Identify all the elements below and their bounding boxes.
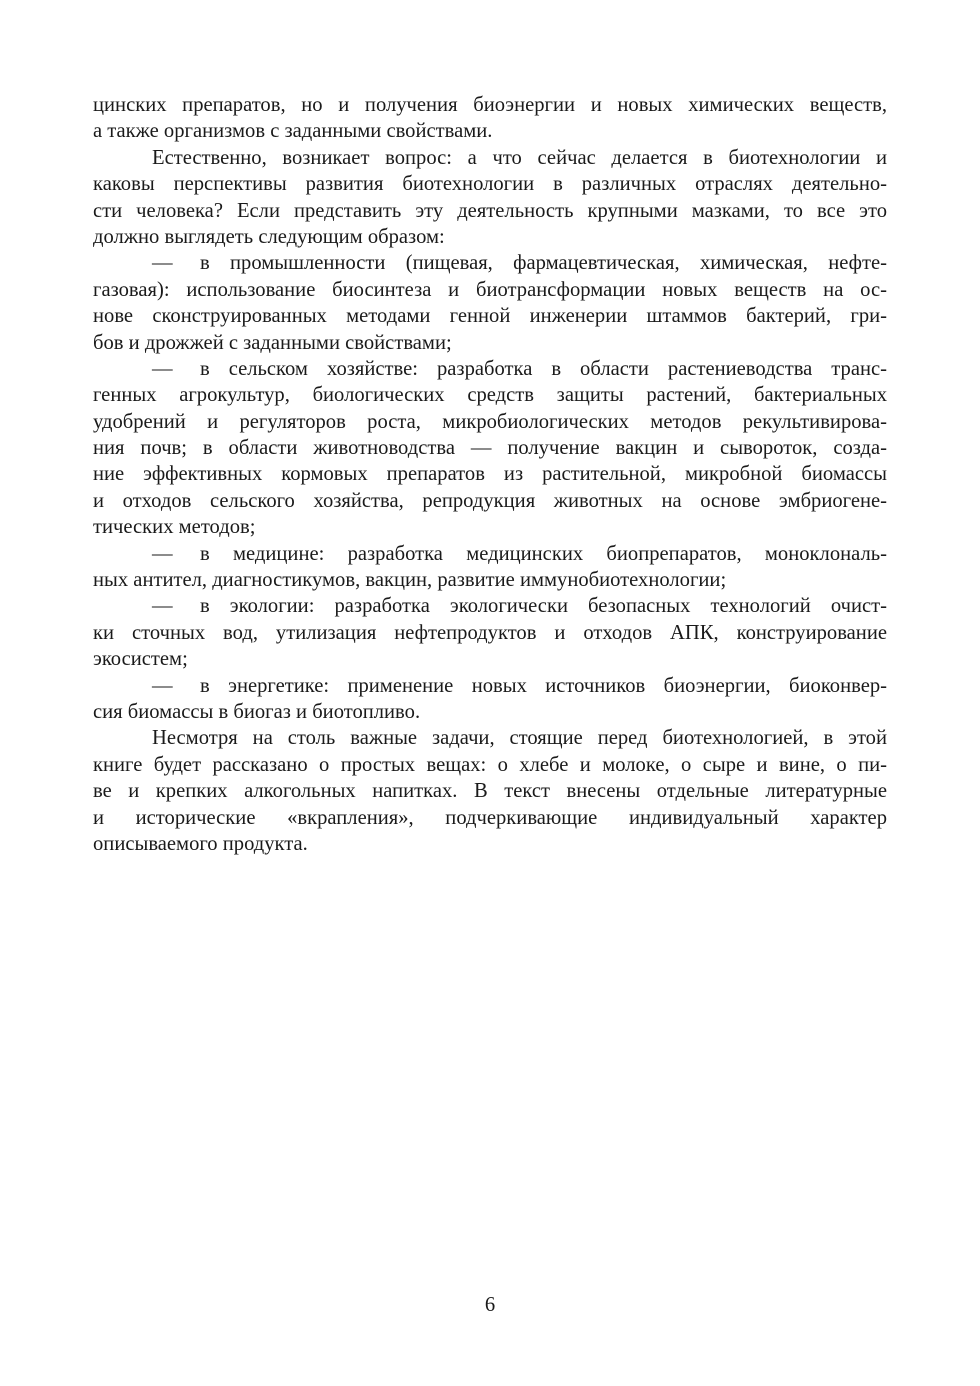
page-number: 6 xyxy=(484,1294,496,1316)
list-item-energy xyxy=(93,673,887,726)
text-line: Несмотря на столь важные задачи, стоящие перед биотехнологией, в этой xyxy=(152,727,887,750)
text-line: генных агрокультур, биологических средств защиты растений, бактериальных xyxy=(93,384,887,407)
paragraph xyxy=(93,145,887,251)
text-line: описываемого продукта. xyxy=(93,832,308,855)
text-line: тических методов; xyxy=(93,516,256,539)
text-line xyxy=(93,673,887,699)
text-line: книге будет рассказано о простых вещах: о хлебе и молоке, о сыре и вине, о пи- xyxy=(93,753,887,776)
list-item-industry xyxy=(93,250,887,356)
list-item-text: в энергетике: применение новых источников биоэнергии, биоконвер- xyxy=(200,674,887,697)
text-line: газовая): использование биосинтеза и биотрансформации новых веществ на ос- xyxy=(93,278,887,301)
list-item-medicine xyxy=(93,541,887,594)
em-dash: — xyxy=(152,674,173,697)
text-line: бов и дрожжей с заданными свойствами; xyxy=(93,331,452,354)
text-line: сия биомассы в биогаз и биотопливо. xyxy=(93,700,421,723)
text-line: должно выглядеть следующим образом: xyxy=(93,225,445,248)
em-dash: — xyxy=(152,252,173,275)
list-item-text: в промышленности (пищевая, фармацевтическая, химическая, нефте- xyxy=(200,252,887,275)
text-line: каковы перспективы развития биотехнологии в различных отраслях деятельно- xyxy=(93,173,887,196)
text-line xyxy=(93,356,887,382)
em-dash: — xyxy=(152,357,173,380)
list-item-text: в экологии: разработка экологически безопасных технологий очист- xyxy=(200,595,887,618)
paragraph xyxy=(93,725,887,857)
paragraph-continuation xyxy=(93,92,887,145)
text-line: сти человека? Если представить эту деятельность крупными мазками, то все это xyxy=(93,199,887,222)
text-line: и исторические «вкрапления», подчеркивающие индивидуальный характер xyxy=(93,806,887,829)
em-dash: — xyxy=(152,595,173,618)
list-item-text: в медицине: разработка медицинских биопрепаратов, моноклональ- xyxy=(200,542,887,565)
text-line: Естественно, возникает вопрос: а что сейчас делается в биотехнологии и xyxy=(152,146,887,169)
text-line: ки сточных вод, утилизация нефтепродуктов и отходов АПК, конструирование xyxy=(93,621,887,644)
text-line: и отходов сельского хозяйства, репродукция животных на основе эмбриогене- xyxy=(93,489,887,512)
text-line: а также организмов с заданными свойствами. xyxy=(93,120,493,143)
list-item-agriculture xyxy=(93,356,887,541)
text-line xyxy=(93,593,887,619)
list-item-text: в сельском хозяйстве: разработка в области растениеводства транс- xyxy=(200,357,887,380)
text-line xyxy=(93,250,887,276)
text-line: цинских препаратов, но и получения биоэнергии и новых химических веществ, xyxy=(93,94,887,116)
list-item-ecology xyxy=(93,593,887,672)
text-line: ние эффективных кормовых препаратов из растительной, микробной биомассы xyxy=(93,463,887,486)
text-line xyxy=(93,541,887,567)
text-line: ных антител, диагностикумов, вакцин, развитие иммунобиотехнологии; xyxy=(93,569,727,592)
text-line: ния почв; в области животноводства — получение вакцин и сывороток, созда- xyxy=(93,437,887,460)
text-line: удобрений и регуляторов роста, микробиологических методов рекультивирова- xyxy=(93,410,887,433)
text-line: нове сконструированных методами генной инженерии штаммов бактерий, гри- xyxy=(93,305,887,328)
text-line: ве и крепких алкогольных напитках. В текст внесены отдельные литературные xyxy=(93,780,887,803)
text-line: экосистем; xyxy=(93,648,188,671)
em-dash: — xyxy=(152,542,173,565)
body-text xyxy=(93,92,887,857)
